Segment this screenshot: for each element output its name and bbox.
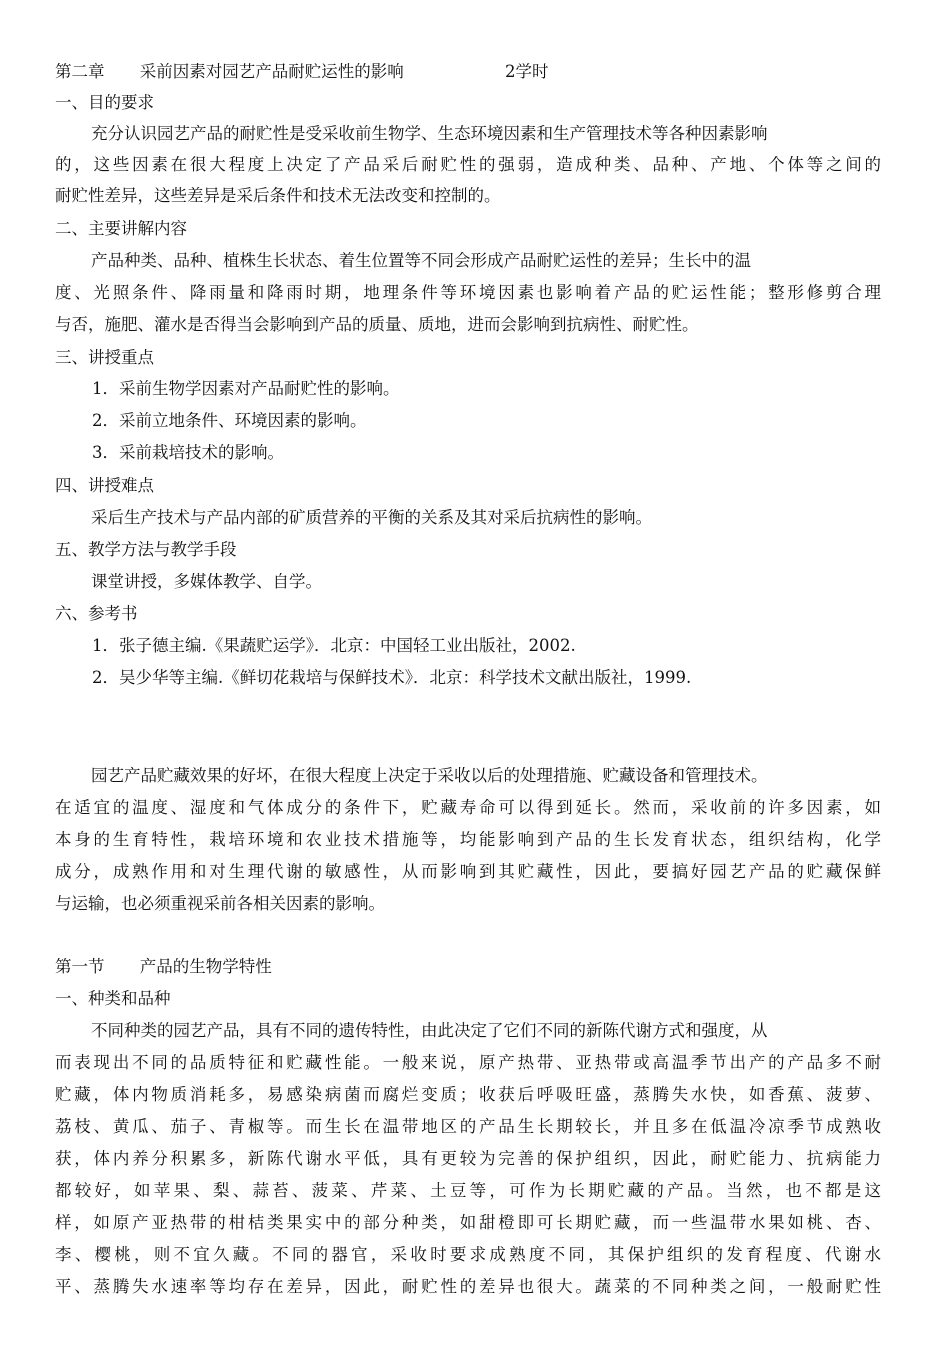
paragraph-line: 获，体内养分积累多，新陈代谢水平低，具有更较为完善的保护组织，因此，耐贮能力、抗病能力 xyxy=(55,1149,881,1168)
paragraph-line: 平、蒸腾失水速率等均存在差异，因此，耐贮性的差异也很大。蔬菜的不同种类之间，一般耐贮性 xyxy=(55,1277,881,1296)
paragraph-line: 耐贮性差异，这些差异是采后条件和技术无法改变和控制的。 xyxy=(55,186,501,205)
chapter-hours: 2学时 xyxy=(505,62,549,81)
list-item: 3．采前栽培技术的影响。 xyxy=(92,443,284,462)
paragraph-line: 本身的生育特性，栽培环境和农业技术措施等，均能影响到产品的生长发育状态，组织结构，化学 xyxy=(55,830,881,849)
chapter-title-row xyxy=(55,60,881,84)
paragraph-line: 采后生产技术与产品内部的矿质营养的平衡的关系及其对采后抗病性的影响。 xyxy=(91,508,652,527)
heading-references: 六、参考书 xyxy=(55,604,138,623)
paragraph-line: 成分，成熟作用和对生理代谢的敏感性，从而影响到其贮藏性，因此，要搞好园艺产品的贮藏保鲜 xyxy=(55,862,881,881)
list-item: 2．采前立地条件、环境因素的影响。 xyxy=(92,411,367,430)
section-title-row xyxy=(55,955,881,979)
paragraph-line: 课堂讲授，多媒体教学、自学。 xyxy=(91,572,322,591)
paragraph-line: 与运输，也必须重视采前各相关因素的影响。 xyxy=(55,894,385,913)
paragraph-line: 在适宜的温度、湿度和气体成分的条件下，贮藏寿命可以得到延长。然而，采收前的许多因素，如 xyxy=(55,798,881,817)
paragraph-line: 都较好，如苹果、梨、蒜苔、菠菜、芹菜、土豆等，可作为长期贮藏的产品。当然，也不都是这 xyxy=(55,1181,881,1200)
heading-key-points: 三、讲授重点 xyxy=(55,348,154,367)
heading-species: 一、种类和品种 xyxy=(55,989,171,1008)
section-title: 产品的生物学特性 xyxy=(139,957,272,976)
paragraph-line: 样，如原产亚热带的柑桔类果实中的部分种类，如甜橙即可长期贮藏，而一些温带水果如桃、杏、 xyxy=(55,1213,881,1232)
list-item: 1．采前生物学因素对产品耐贮性的影响。 xyxy=(92,379,400,398)
heading-objectives: 一、目的要求 xyxy=(55,93,154,112)
paragraph-line: 不同种类的园艺产品，具有不同的遗传特性，由此决定了它们不同的新陈代谢方式和强度，从 xyxy=(91,1021,768,1040)
paragraph-line: 李、樱桃，则不宜久藏。不同的器官，采收时要求成熟度不同，其保护组织的发育程度、代谢水 xyxy=(55,1245,881,1264)
paragraph-line: 而表现出不同的品质特征和贮藏性能。一般来说，原产热带、亚热带或高温季节出产的产品多不耐 xyxy=(55,1053,881,1072)
section-label: 第一节 xyxy=(55,957,105,976)
heading-teaching-methods: 五、教学方法与教学手段 xyxy=(55,540,237,559)
paragraph-line: 的，这些因素在很大程度上决定了产品采后耐贮性的强弱，造成种类、品种、产地、个体等之间的 xyxy=(55,155,881,174)
paragraph-line: 度、光照条件、降雨量和降雨时期，地理条件等环境因素也影响着产品的贮运性能；整形修剪合理 xyxy=(55,283,881,302)
reference-item: 2．吴少华等主编.《鲜切花栽培与保鲜技术》．北京：科学技术文献出版社，1999. xyxy=(92,668,692,687)
paragraph-line: 园艺产品贮藏效果的好坏，在很大程度上决定于采收以后的处理措施、贮藏设备和管理技术。 xyxy=(91,766,768,785)
reference-item: 1．张子德主编.《果蔬贮运学》．北京：中国轻工业出版社，2002. xyxy=(92,636,576,655)
paragraph-line: 产品种类、品种、植株生长状态、着生位置等不同会形成产品耐贮运性的差异；生长中的温 xyxy=(91,251,751,270)
chapter-title: 采前因素对园艺产品耐贮运性的影响 xyxy=(139,62,404,81)
heading-difficulties: 四、讲授难点 xyxy=(55,476,154,495)
chapter-label: 第二章 xyxy=(55,62,105,81)
heading-main-content: 二、主要讲解内容 xyxy=(55,219,187,238)
paragraph-line: 充分认识园艺产品的耐贮性是受采收前生物学、生态环境因素和生产管理技术等各种因素影响 xyxy=(91,124,768,143)
paragraph-line: 荔枝、黄瓜、茄子、青椒等。而生长在温带地区的产品生长期较长，并且多在低温冷凉季节成熟收 xyxy=(55,1117,881,1136)
paragraph-line: 与否，施肥、灌水是否得当会影响到产品的质量、质地，进而会影响到抗病性、耐贮性。 xyxy=(55,315,699,334)
paragraph-line: 贮藏，体内物质消耗多，易感染病菌而腐烂变质；收获后呼吸旺盛，蒸腾失水快，如香蕉、菠萝、 xyxy=(55,1085,881,1104)
